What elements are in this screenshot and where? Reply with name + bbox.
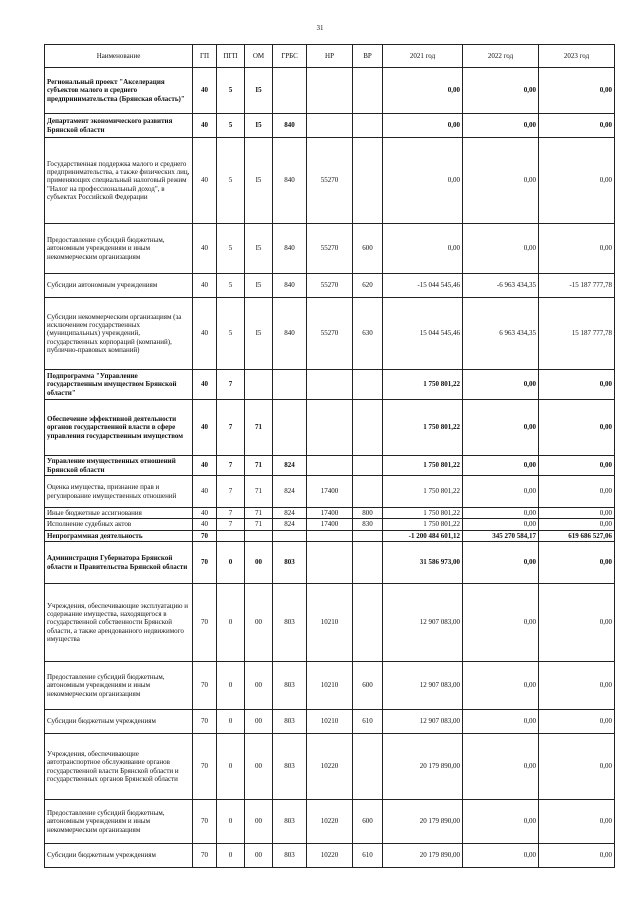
cell-vr: 600 bbox=[353, 224, 383, 274]
cell-nr: 55270 bbox=[307, 224, 353, 274]
cell-om: 00 bbox=[245, 844, 273, 868]
cell-pgp: 0 bbox=[217, 710, 245, 734]
cell-gp: 70 bbox=[193, 530, 217, 541]
cell-vr bbox=[353, 114, 383, 138]
cell-name: Исполнение судебных актов bbox=[45, 519, 193, 530]
col-header-nr: НР bbox=[307, 45, 353, 68]
cell-2023: 0,00 bbox=[539, 662, 615, 710]
cell-grbs: 803 bbox=[273, 734, 307, 800]
cell-om: 00 bbox=[245, 584, 273, 662]
table-row bbox=[45, 274, 615, 298]
cell-2023: 0,00 bbox=[539, 476, 615, 508]
cell-grbs: 803 bbox=[273, 542, 307, 584]
cell-om: 00 bbox=[245, 710, 273, 734]
cell-vr: 630 bbox=[353, 298, 383, 370]
cell-gp: 40 bbox=[193, 114, 217, 138]
cell-nr: 17400 bbox=[307, 519, 353, 530]
cell-grbs bbox=[273, 400, 307, 456]
cell-2022: 0,00 bbox=[463, 662, 539, 710]
cell-grbs: 824 bbox=[273, 456, 307, 476]
cell-2021: 0,00 bbox=[383, 224, 463, 274]
cell-name: Учреждения, обеспечивающие автотранспортное обслуживание органов государственной власти Брянской области и государственных органов Брянской области bbox=[45, 734, 193, 800]
cell-name: Непрограммная деятельность bbox=[45, 530, 193, 541]
cell-name: Региональный проект "Акселерация субъектов малого и среднего предпринимательства (Брянская область)" bbox=[45, 68, 193, 114]
cell-nr: 17400 bbox=[307, 508, 353, 519]
cell-2022: 0,00 bbox=[463, 508, 539, 519]
cell-name: Департамент экономического развития Брянской области bbox=[45, 114, 193, 138]
cell-gp: 70 bbox=[193, 584, 217, 662]
cell-name: Субсидии некоммерческим организациям (за исключением государственных (муниципальных) учреждений, государственных корпораций (компаний), публично-правовых компаний) bbox=[45, 298, 193, 370]
cell-gp: 70 bbox=[193, 662, 217, 710]
cell-om: 71 bbox=[245, 508, 273, 519]
cell-nr: 10220 bbox=[307, 800, 353, 844]
cell-gp: 40 bbox=[193, 68, 217, 114]
cell-2021: 1 750 801,22 bbox=[383, 519, 463, 530]
cell-pgp: 0 bbox=[217, 662, 245, 710]
cell-om: 00 bbox=[245, 662, 273, 710]
cell-2023: 0,00 bbox=[539, 370, 615, 400]
cell-pgp: 5 bbox=[217, 138, 245, 224]
cell-2021: 1 750 801,22 bbox=[383, 476, 463, 508]
cell-gp: 70 bbox=[193, 542, 217, 584]
cell-2021: 0,00 bbox=[383, 138, 463, 224]
cell-2021: 1 750 801,22 bbox=[383, 508, 463, 519]
cell-grbs: 824 bbox=[273, 519, 307, 530]
cell-gp: 40 bbox=[193, 519, 217, 530]
cell-2022: 345 270 584,17 bbox=[463, 530, 539, 541]
cell-2021: 0,00 bbox=[383, 114, 463, 138]
cell-2023: 0,00 bbox=[539, 800, 615, 844]
cell-pgp: 5 bbox=[217, 114, 245, 138]
cell-2023: 0,00 bbox=[539, 710, 615, 734]
cell-gp: 40 bbox=[193, 138, 217, 224]
cell-gp: 40 bbox=[193, 370, 217, 400]
cell-2023: 0,00 bbox=[539, 400, 615, 456]
table-row bbox=[45, 138, 615, 224]
cell-name: Предоставление субсидий бюджетным, автономным учреждениям и иным некоммерческим организациям bbox=[45, 800, 193, 844]
table-row bbox=[45, 734, 615, 800]
cell-nr bbox=[307, 114, 353, 138]
cell-name: Оценка имущества, признание прав и регулирование имущественных отношений bbox=[45, 476, 193, 508]
cell-nr bbox=[307, 542, 353, 584]
cell-gp: 70 bbox=[193, 800, 217, 844]
cell-gp: 70 bbox=[193, 844, 217, 868]
cell-nr: 10210 bbox=[307, 584, 353, 662]
cell-vr bbox=[353, 734, 383, 800]
cell-nr: 55270 bbox=[307, 138, 353, 224]
cell-vr bbox=[353, 456, 383, 476]
cell-2023: 0,00 bbox=[539, 114, 615, 138]
cell-2021: 12 907 083,00 bbox=[383, 584, 463, 662]
cell-gp: 40 bbox=[193, 508, 217, 519]
cell-gp: 40 bbox=[193, 456, 217, 476]
cell-2021: 1 750 801,22 bbox=[383, 400, 463, 456]
cell-nr: 17400 bbox=[307, 476, 353, 508]
cell-name: Администрация Губернатора Брянской области и Правительства Брянской области bbox=[45, 542, 193, 584]
cell-pgp: 7 bbox=[217, 508, 245, 519]
cell-vr: 800 bbox=[353, 508, 383, 519]
cell-vr bbox=[353, 542, 383, 584]
cell-2023: 0,00 bbox=[539, 508, 615, 519]
cell-name: Субсидии бюджетным учреждениям bbox=[45, 710, 193, 734]
table-row bbox=[45, 800, 615, 844]
table-row bbox=[45, 224, 615, 274]
cell-om: I5 bbox=[245, 298, 273, 370]
cell-vr: 620 bbox=[353, 274, 383, 298]
cell-gp: 70 bbox=[193, 734, 217, 800]
cell-2021: 12 907 083,00 bbox=[383, 662, 463, 710]
cell-grbs: 840 bbox=[273, 224, 307, 274]
cell-2022: 0,00 bbox=[463, 800, 539, 844]
cell-om: 71 bbox=[245, 456, 273, 476]
table-row bbox=[45, 370, 615, 400]
cell-nr: 10220 bbox=[307, 844, 353, 868]
cell-2023: 0,00 bbox=[539, 138, 615, 224]
cell-om: 71 bbox=[245, 400, 273, 456]
cell-2022: 0,00 bbox=[463, 710, 539, 734]
table-row bbox=[45, 400, 615, 456]
table-row bbox=[45, 844, 615, 868]
cell-gp: 40 bbox=[193, 476, 217, 508]
col-header-grbs: ГРБС bbox=[273, 45, 307, 68]
cell-pgp: 0 bbox=[217, 542, 245, 584]
table-row bbox=[45, 508, 615, 519]
cell-nr: 10210 bbox=[307, 662, 353, 710]
cell-nr: 55270 bbox=[307, 298, 353, 370]
cell-2023: 0,00 bbox=[539, 584, 615, 662]
cell-pgp: 7 bbox=[217, 370, 245, 400]
table-body bbox=[45, 68, 615, 868]
cell-vr bbox=[353, 68, 383, 114]
cell-name: Государственная поддержка малого и среднего предпринимательства, а также физических лиц, применяющих специальный налоговый режим "Налог на профессиональный доход", в субъектах Российской Федерации bbox=[45, 138, 193, 224]
cell-gp: 70 bbox=[193, 710, 217, 734]
col-header-vr: ВР bbox=[353, 45, 383, 68]
cell-2022: 0,00 bbox=[463, 224, 539, 274]
cell-2021: 12 907 083,00 bbox=[383, 710, 463, 734]
cell-nr: 55270 bbox=[307, 274, 353, 298]
cell-name: Подпрограмма "Управление государственным имуществом Брянской области" bbox=[45, 370, 193, 400]
cell-name: Предоставление субсидий бюджетным, автономным учреждениям и иным некоммерческим организациям bbox=[45, 662, 193, 710]
cell-2022: 0,00 bbox=[463, 476, 539, 508]
cell-2022: 0,00 bbox=[463, 370, 539, 400]
table-row bbox=[45, 584, 615, 662]
cell-pgp: 7 bbox=[217, 519, 245, 530]
cell-2023: 0,00 bbox=[539, 456, 615, 476]
page-number: 31 bbox=[316, 24, 324, 32]
cell-2021: 31 586 973,00 bbox=[383, 542, 463, 584]
cell-nr bbox=[307, 400, 353, 456]
cell-nr bbox=[307, 530, 353, 541]
cell-gp: 40 bbox=[193, 298, 217, 370]
cell-grbs: 803 bbox=[273, 800, 307, 844]
cell-vr bbox=[353, 370, 383, 400]
cell-grbs: 803 bbox=[273, 710, 307, 734]
col-header-2022: 2022 год bbox=[463, 45, 539, 68]
cell-pgp: 5 bbox=[217, 274, 245, 298]
cell-2022: 0,00 bbox=[463, 844, 539, 868]
cell-om: 71 bbox=[245, 476, 273, 508]
cell-grbs: 840 bbox=[273, 138, 307, 224]
cell-vr bbox=[353, 400, 383, 456]
table-row bbox=[45, 456, 615, 476]
col-header-pgp: ПГП bbox=[217, 45, 245, 68]
cell-nr bbox=[307, 370, 353, 400]
cell-om: I5 bbox=[245, 274, 273, 298]
table-row bbox=[45, 476, 615, 508]
col-header-gp: ГП bbox=[193, 45, 217, 68]
cell-gp: 40 bbox=[193, 224, 217, 274]
cell-pgp: 0 bbox=[217, 584, 245, 662]
cell-name: Иные бюджетные ассигнования bbox=[45, 508, 193, 519]
cell-nr: 10220 bbox=[307, 734, 353, 800]
cell-pgp: 7 bbox=[217, 400, 245, 456]
cell-2021: 20 179 890,00 bbox=[383, 844, 463, 868]
table-row bbox=[45, 298, 615, 370]
cell-pgp: 5 bbox=[217, 224, 245, 274]
table-row bbox=[45, 710, 615, 734]
cell-pgp: 5 bbox=[217, 68, 245, 114]
cell-2023: -15 187 777,78 bbox=[539, 274, 615, 298]
cell-grbs: 840 bbox=[273, 298, 307, 370]
col-header-2021: 2021 год bbox=[383, 45, 463, 68]
table-header-row bbox=[45, 45, 615, 68]
table-row bbox=[45, 542, 615, 584]
cell-2023: 0,00 bbox=[539, 519, 615, 530]
cell-2022: 0,00 bbox=[463, 114, 539, 138]
cell-2021: -1 200 484 601,12 bbox=[383, 530, 463, 541]
cell-grbs: 840 bbox=[273, 114, 307, 138]
cell-grbs bbox=[273, 68, 307, 114]
cell-pgp: 7 bbox=[217, 476, 245, 508]
cell-2023: 0,00 bbox=[539, 68, 615, 114]
cell-grbs: 803 bbox=[273, 844, 307, 868]
cell-om: 00 bbox=[245, 800, 273, 844]
cell-pgp: 0 bbox=[217, 800, 245, 844]
cell-pgp: 0 bbox=[217, 844, 245, 868]
col-header-2023: 2023 год bbox=[539, 45, 615, 68]
col-header-om: ОМ bbox=[245, 45, 273, 68]
cell-om: I5 bbox=[245, 68, 273, 114]
cell-2021: 0,00 bbox=[383, 68, 463, 114]
cell-om: I5 bbox=[245, 138, 273, 224]
cell-name: Обеспечение эффективной деятельности органов государственной власти в сфере управления государственным имуществом bbox=[45, 400, 193, 456]
col-header-name: Наименование bbox=[45, 45, 193, 68]
cell-pgp: 0 bbox=[217, 734, 245, 800]
cell-2022: 0,00 bbox=[463, 542, 539, 584]
cell-pgp bbox=[217, 530, 245, 541]
cell-om bbox=[245, 370, 273, 400]
cell-2022: 6 963 434,35 bbox=[463, 298, 539, 370]
cell-2022: -6 963 434,35 bbox=[463, 274, 539, 298]
cell-vr bbox=[353, 584, 383, 662]
cell-2022: 0,00 bbox=[463, 734, 539, 800]
cell-grbs: 824 bbox=[273, 508, 307, 519]
table-row bbox=[45, 68, 615, 114]
cell-grbs: 803 bbox=[273, 662, 307, 710]
cell-grbs: 840 bbox=[273, 274, 307, 298]
cell-vr: 610 bbox=[353, 710, 383, 734]
cell-vr: 610 bbox=[353, 844, 383, 868]
cell-vr bbox=[353, 476, 383, 508]
cell-vr bbox=[353, 530, 383, 541]
cell-2023: 15 187 777,78 bbox=[539, 298, 615, 370]
cell-pgp: 5 bbox=[217, 298, 245, 370]
cell-name: Субсидии бюджетным учреждениям bbox=[45, 844, 193, 868]
cell-2021: -15 044 545,46 bbox=[383, 274, 463, 298]
cell-nr: 10210 bbox=[307, 710, 353, 734]
cell-vr: 600 bbox=[353, 662, 383, 710]
cell-2022: 0,00 bbox=[463, 519, 539, 530]
cell-name: Управление имущественных отношений Брянской области bbox=[45, 456, 193, 476]
table-row bbox=[45, 662, 615, 710]
table-row bbox=[45, 530, 615, 541]
cell-name: Учреждения, обеспечивающие эксплуатацию и содержание имущества, находящегося в государственной собственности Брянской области, а также арендованного недвижимого имущества bbox=[45, 584, 193, 662]
cell-name: Предоставление субсидий бюджетным, автономным учреждениям и иным некоммерческим организациям bbox=[45, 224, 193, 274]
cell-2023: 0,00 bbox=[539, 734, 615, 800]
cell-gp: 40 bbox=[193, 400, 217, 456]
cell-om bbox=[245, 530, 273, 541]
cell-vr: 600 bbox=[353, 800, 383, 844]
cell-vr: 830 bbox=[353, 519, 383, 530]
cell-vr bbox=[353, 138, 383, 224]
cell-gp: 40 bbox=[193, 274, 217, 298]
budget-table bbox=[44, 44, 615, 868]
cell-2021: 20 179 890,00 bbox=[383, 800, 463, 844]
cell-2023: 0,00 bbox=[539, 224, 615, 274]
cell-om: 00 bbox=[245, 734, 273, 800]
cell-2023: 619 686 527,06 bbox=[539, 530, 615, 541]
cell-om: I5 bbox=[245, 114, 273, 138]
cell-2022: 0,00 bbox=[463, 400, 539, 456]
cell-2023: 0,00 bbox=[539, 542, 615, 584]
cell-2021: 1 750 801,22 bbox=[383, 456, 463, 476]
cell-grbs bbox=[273, 370, 307, 400]
cell-2021: 20 179 890,00 bbox=[383, 734, 463, 800]
cell-2022: 0,00 bbox=[463, 68, 539, 114]
cell-grbs: 824 bbox=[273, 476, 307, 508]
cell-om: I5 bbox=[245, 224, 273, 274]
cell-2023: 0,00 bbox=[539, 844, 615, 868]
cell-2022: 0,00 bbox=[463, 456, 539, 476]
cell-2021: 1 750 801,22 bbox=[383, 370, 463, 400]
cell-nr bbox=[307, 456, 353, 476]
cell-om: 00 bbox=[245, 542, 273, 584]
cell-om: 71 bbox=[245, 519, 273, 530]
cell-grbs: 803 bbox=[273, 584, 307, 662]
cell-2022: 0,00 bbox=[463, 584, 539, 662]
cell-2022: 0,00 bbox=[463, 138, 539, 224]
table-row bbox=[45, 519, 615, 530]
table-row bbox=[45, 114, 615, 138]
cell-grbs bbox=[273, 530, 307, 541]
cell-nr bbox=[307, 68, 353, 114]
cell-pgp: 7 bbox=[217, 456, 245, 476]
cell-2021: 15 044 545,46 bbox=[383, 298, 463, 370]
cell-name: Субсидии автономным учреждениям bbox=[45, 274, 193, 298]
